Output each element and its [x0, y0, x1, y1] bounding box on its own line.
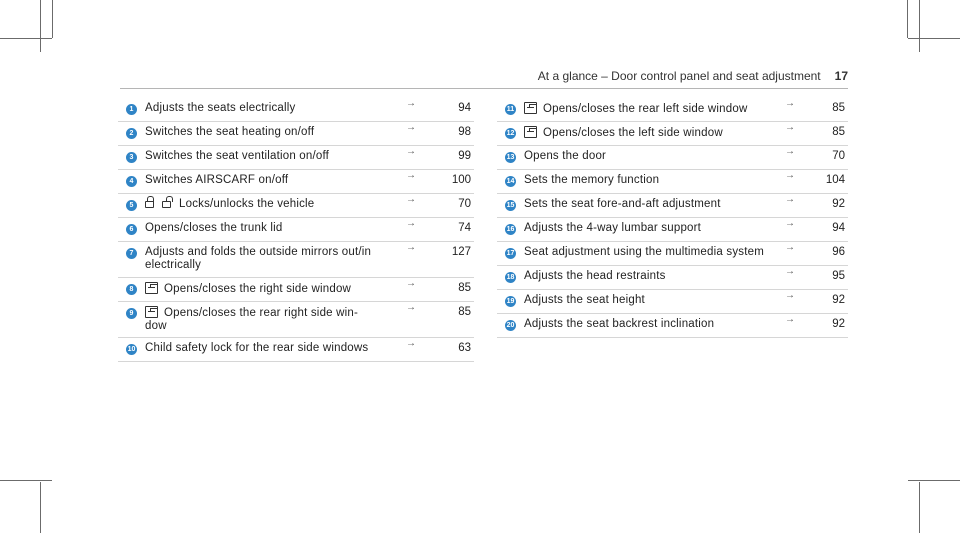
header-title: At a glance – Door control panel and seat adjustment — [537, 69, 821, 83]
page-reference: 92 — [832, 198, 845, 210]
legend-item — [118, 218, 474, 242]
page-reference: 70 — [458, 198, 471, 210]
page-reference: 98 — [458, 126, 471, 138]
legend-item — [118, 146, 474, 170]
page-reference: 74 — [458, 222, 471, 234]
page-reference: 94 — [458, 102, 471, 114]
page-reference: 85 — [832, 126, 845, 138]
page-reference: 70 — [832, 150, 845, 162]
item-number-badge: 15 — [506, 202, 515, 209]
crop-mark — [907, 0, 908, 38]
lock-icon — [145, 201, 154, 208]
page-reference: 63 — [458, 342, 471, 354]
item-number-badge: 19 — [506, 298, 515, 305]
item-description: Switches AIRSCARF on/off — [145, 174, 289, 186]
item-description-wrap — [524, 122, 848, 140]
item-description: Adjusts the 4-way lumbar support — [524, 222, 702, 234]
arrow-icon: → — [785, 98, 795, 109]
item-description: Sets the memory function — [524, 174, 660, 186]
page-reference: 85 — [832, 102, 845, 114]
right-legend-column — [497, 98, 848, 338]
item-description-wrap — [145, 302, 474, 333]
item-number-badge: 2 — [126, 128, 137, 139]
crop-mark — [0, 480, 52, 481]
legend-item — [497, 218, 848, 242]
arrow-icon: → — [406, 338, 416, 349]
arrow-icon: → — [785, 290, 795, 301]
item-number-badge: 3 — [126, 152, 137, 163]
arrow-icon: → — [406, 194, 416, 205]
crop-mark — [52, 0, 53, 38]
window-icon — [145, 306, 158, 318]
item-description-wrap — [145, 278, 474, 296]
window-icon — [524, 102, 537, 114]
item-description: Adjusts the head restraints — [524, 270, 666, 282]
legend-item — [118, 122, 474, 146]
crop-mark — [919, 0, 920, 52]
legend-item — [118, 98, 474, 122]
item-number-badge: 9 — [126, 308, 137, 319]
item-description: Adjusts the seats electrically — [145, 102, 296, 114]
item-description: Opens the door — [524, 150, 607, 162]
item-description-line2: dow — [145, 320, 167, 332]
unlock-icon — [162, 201, 171, 208]
item-description: Opens/closes the right side window — [164, 283, 352, 295]
item-description: Adjusts and folds the outside mirrors out/in — [145, 246, 372, 258]
arrow-icon: → — [785, 146, 795, 157]
header-rule — [120, 88, 848, 89]
item-number-badge: 5 — [126, 200, 137, 211]
item-number-badge: 17 — [506, 250, 515, 257]
item-description: Switches the seat ventilation on/off — [145, 150, 330, 162]
legend-item — [497, 266, 848, 290]
legend-item — [118, 278, 474, 302]
window-icon — [524, 126, 537, 138]
legend-item — [497, 122, 848, 146]
item-number-badge: 7 — [126, 248, 137, 259]
item-number-badge: 16 — [506, 226, 515, 233]
page-reference: 92 — [832, 318, 845, 330]
arrow-icon: → — [406, 218, 416, 229]
item-description: Adjusts the seat height — [524, 294, 645, 306]
item-number-badge: 10 — [127, 346, 136, 353]
legend-item — [497, 290, 848, 314]
page-number: 17 — [834, 69, 848, 83]
arrow-icon: → — [785, 122, 795, 133]
item-number-badge: 20 — [506, 322, 515, 329]
arrow-icon: → — [406, 98, 416, 109]
item-number-badge: 11 — [506, 106, 515, 113]
arrow-icon: → — [785, 170, 795, 181]
item-description: Opens/closes the left side window — [543, 127, 723, 139]
item-description-wrap — [145, 194, 474, 211]
item-number-badge: 13 — [506, 154, 515, 161]
crop-mark — [0, 38, 52, 39]
item-description: Seat adjustment using the multimedia system — [524, 246, 764, 258]
arrow-icon: → — [406, 170, 416, 181]
legend-item — [118, 338, 474, 362]
item-description: Child safety lock for the rear side windows — [145, 342, 369, 354]
legend-item — [497, 242, 848, 266]
crop-mark — [908, 480, 960, 481]
window-icon — [145, 282, 158, 294]
item-description: Sets the seat fore-and-aft adjustment — [524, 198, 721, 210]
item-description: Opens/closes the rear left side window — [543, 103, 748, 115]
item-number-badge: 18 — [506, 274, 515, 281]
legend-item — [118, 194, 474, 218]
item-description: Locks/unlocks the vehicle — [179, 198, 315, 210]
item-number-badge: 12 — [506, 130, 515, 137]
crop-mark — [40, 482, 41, 533]
page-reference: 99 — [458, 150, 471, 162]
crop-mark — [919, 482, 920, 533]
arrow-icon: → — [406, 122, 416, 133]
page-reference: 94 — [832, 222, 845, 234]
left-legend-column — [118, 98, 474, 362]
legend-item — [497, 146, 848, 170]
arrow-icon: → — [785, 218, 795, 229]
arrow-icon: → — [406, 302, 416, 313]
item-number-badge: 6 — [126, 224, 137, 235]
page-reference: 95 — [832, 270, 845, 282]
page-reference: 127 — [451, 246, 471, 258]
item-number-badge: 4 — [126, 176, 137, 187]
item-number-badge: 14 — [506, 178, 515, 185]
item-description: Opens/closes the rear right side win- — [164, 307, 359, 319]
legend-item — [118, 302, 474, 338]
item-number-badge: 8 — [126, 284, 137, 295]
legend-item — [118, 242, 474, 278]
item-description-line2: electrically — [145, 259, 202, 271]
arrow-icon: → — [785, 242, 795, 253]
arrow-icon: → — [785, 314, 795, 325]
legend-item — [497, 314, 848, 338]
running-header — [538, 69, 848, 83]
arrow-icon: → — [406, 242, 416, 253]
page-reference: 104 — [825, 174, 845, 186]
item-description-wrap — [145, 242, 474, 272]
page-reference: 85 — [458, 306, 471, 318]
legend-item — [118, 170, 474, 194]
page-reference: 85 — [458, 282, 471, 294]
legend-item — [497, 98, 848, 122]
crop-mark — [908, 38, 960, 39]
crop-mark — [40, 0, 41, 52]
legend-item — [497, 194, 848, 218]
page-reference: 96 — [832, 246, 845, 258]
page-reference: 100 — [451, 174, 471, 186]
arrow-icon: → — [785, 266, 795, 277]
item-description: Opens/closes the trunk lid — [145, 222, 283, 234]
item-description: Switches the seat heating on/off — [145, 126, 315, 138]
item-description-wrap — [524, 98, 848, 116]
arrow-icon: → — [406, 278, 416, 289]
arrow-icon: → — [785, 194, 795, 205]
item-number-badge: 1 — [126, 104, 137, 115]
page-reference: 92 — [832, 294, 845, 306]
arrow-icon: → — [406, 146, 416, 157]
legend-item — [497, 170, 848, 194]
item-description: Adjusts the seat backrest inclination — [524, 318, 715, 330]
